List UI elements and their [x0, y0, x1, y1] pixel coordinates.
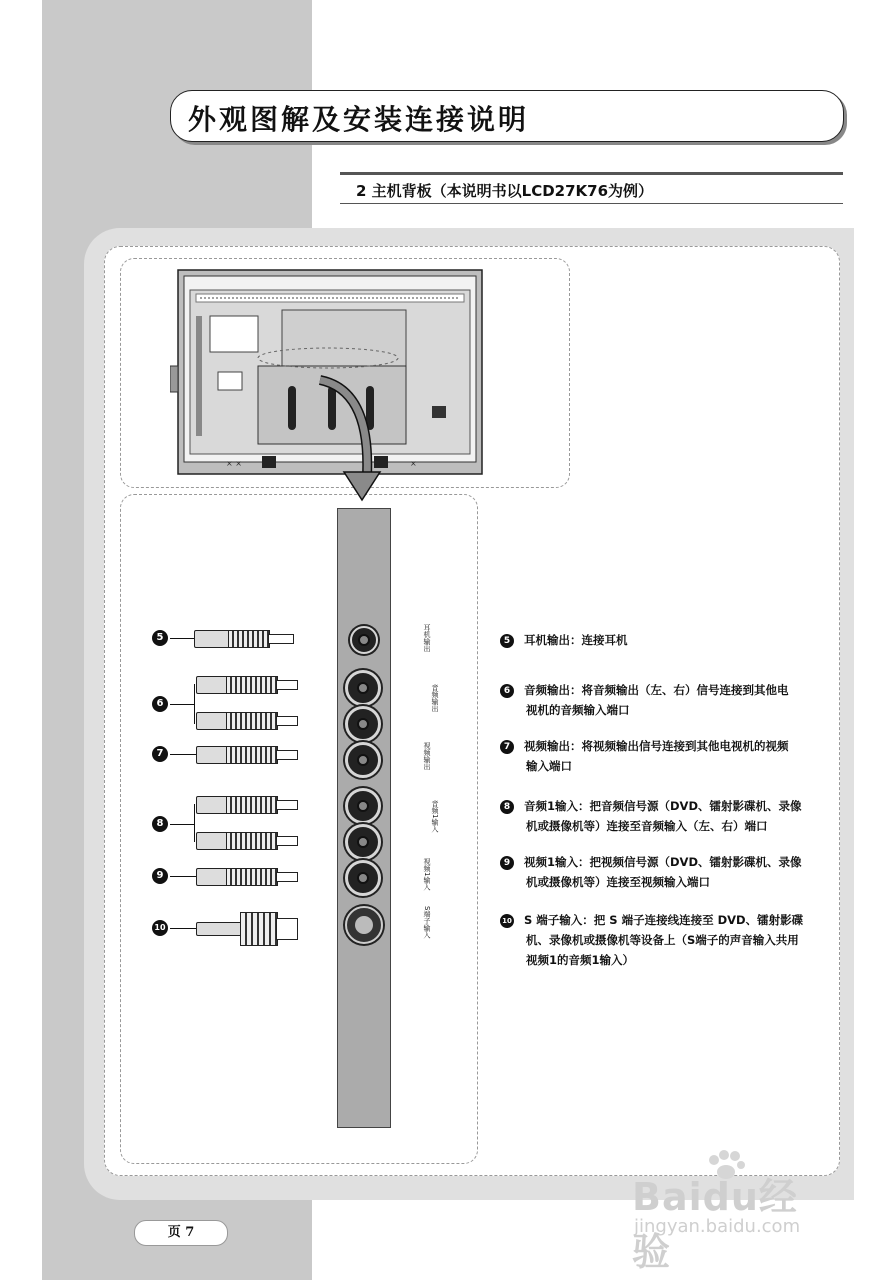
label-video-out: 视频输出	[423, 742, 431, 770]
label-earphone: 耳机输出	[423, 624, 431, 652]
description-7-line1: 视频输出：将视频输出信号连接到其他电视机的视频	[524, 739, 789, 753]
description-5-number: 5	[500, 634, 514, 648]
callout-7-line	[170, 754, 196, 755]
description-5	[500, 630, 836, 650]
watermark	[622, 1150, 832, 1274]
s-video-plug-cable	[196, 922, 242, 936]
video-out-plug	[196, 746, 228, 764]
video1-in-grip	[226, 868, 278, 886]
label-s-video: S端子输入	[423, 906, 431, 939]
description-7	[500, 736, 836, 776]
callout-8-line	[170, 824, 194, 825]
callout-5-line	[170, 638, 194, 639]
description-8	[500, 796, 836, 836]
video-out-jack	[345, 742, 381, 778]
audio1-in-left-grip	[226, 796, 278, 814]
description-9-line1: 视频1输入：把视频信号源（DVD、镭射影碟机、录像	[524, 855, 802, 869]
earphone-plug-grip	[228, 630, 270, 648]
callout-5: 5	[152, 630, 168, 646]
s-video-plug-tip	[276, 918, 298, 940]
audio-out-right-grip	[226, 712, 278, 730]
callout-8: 8	[152, 816, 168, 832]
description-5-text: 耳机输出：连接耳机	[524, 633, 628, 647]
video1-in-plug	[196, 868, 228, 886]
callout-10-line	[170, 928, 196, 929]
watermark-url: jingyan.baidu.com	[634, 1216, 801, 1237]
callout-8-fork	[194, 804, 195, 842]
page-title: 外观图解及安装连接说明	[188, 103, 530, 136]
label-video1-in: 视频1输入	[423, 858, 431, 891]
audio1-in-left-tip	[276, 800, 298, 810]
callout-6: 6	[152, 696, 168, 712]
description-10-number: 10	[500, 914, 514, 928]
video1-in-jack	[345, 860, 381, 896]
description-9	[500, 852, 836, 892]
audio1-in-right-plug	[196, 832, 228, 850]
description-8-line2: 机或摄像机等）连接至音频输入（左、右）端口	[526, 819, 768, 833]
section-subtitle: 2 主机背板（本说明书以LCD27K76为例）	[356, 182, 654, 200]
audio-out-right-jack	[345, 706, 381, 742]
callout-6-line	[170, 704, 194, 705]
callout-10: 10	[152, 920, 168, 936]
description-6	[500, 680, 836, 720]
earphone-plug-tip	[268, 634, 294, 644]
subtitle-rule-bottom	[340, 203, 843, 204]
watermark-brand: Baidu经验	[632, 1175, 798, 1274]
s-video-plug-grip	[240, 912, 278, 946]
audio-out-right-plug	[196, 712, 228, 730]
callout-6-fork	[194, 684, 195, 724]
video1-in-tip	[276, 872, 298, 882]
audio-out-left-tip	[276, 680, 298, 690]
description-10-line3: 视频1的音频1输入）	[526, 953, 635, 967]
subtitle-rule-top	[340, 172, 843, 175]
audio1-in-left-plug	[196, 796, 228, 814]
label-audio-out: 音频输出	[431, 684, 439, 712]
audio-out-left-grip	[226, 676, 278, 694]
description-6-number: 6	[500, 684, 514, 698]
audio1-in-right-tip	[276, 836, 298, 846]
callout-9: 9	[152, 868, 168, 884]
svg-text:× ×: × ×	[226, 459, 242, 468]
description-10	[500, 910, 836, 970]
video-out-tip	[276, 750, 298, 760]
callout-7: 7	[152, 746, 168, 762]
earphone-plug	[194, 630, 230, 648]
audio-out-right-tip	[276, 716, 298, 726]
callout-9-line	[170, 876, 196, 877]
video-out-grip	[226, 746, 278, 764]
audio-out-left-plug	[196, 676, 228, 694]
description-10-line2: 机、录像机或摄像机等设备上（S端子的声音输入共用	[526, 933, 799, 947]
s-video-jack	[345, 906, 383, 944]
down-arrow-icon	[340, 468, 384, 504]
description-7-line2: 输入端口	[526, 759, 572, 773]
dashed-frame-ports	[120, 494, 478, 1164]
tv-rear-illustration	[170, 266, 490, 478]
description-7-number: 7	[500, 740, 514, 754]
audio1-in-right-jack	[345, 824, 381, 860]
description-9-number: 9	[500, 856, 514, 870]
description-6-line2: 视机的音频输入端口	[526, 703, 630, 717]
description-8-number: 8	[500, 800, 514, 814]
audio-out-left-jack	[345, 670, 381, 706]
page-number: 页 7	[134, 1220, 228, 1246]
audio1-in-left-jack	[345, 788, 381, 824]
description-8-line1: 音频1输入：把音频信号源（DVD、镭射影碟机、录像	[524, 799, 802, 813]
earphone-jack	[350, 626, 378, 654]
audio1-in-right-grip	[226, 832, 278, 850]
svg-text:×: ×	[410, 459, 417, 468]
description-6-line1: 音频输出：将音频输出（左、右）信号连接到其他电	[524, 683, 789, 697]
description-9-line2: 机或摄像机等）连接至视频输入端口	[526, 875, 710, 889]
description-10-line1: S 端子输入：把 S 端子连接线连接至 DVD、镭射影碟	[524, 913, 804, 927]
label-audio1-in: 音频1输入	[431, 800, 439, 833]
